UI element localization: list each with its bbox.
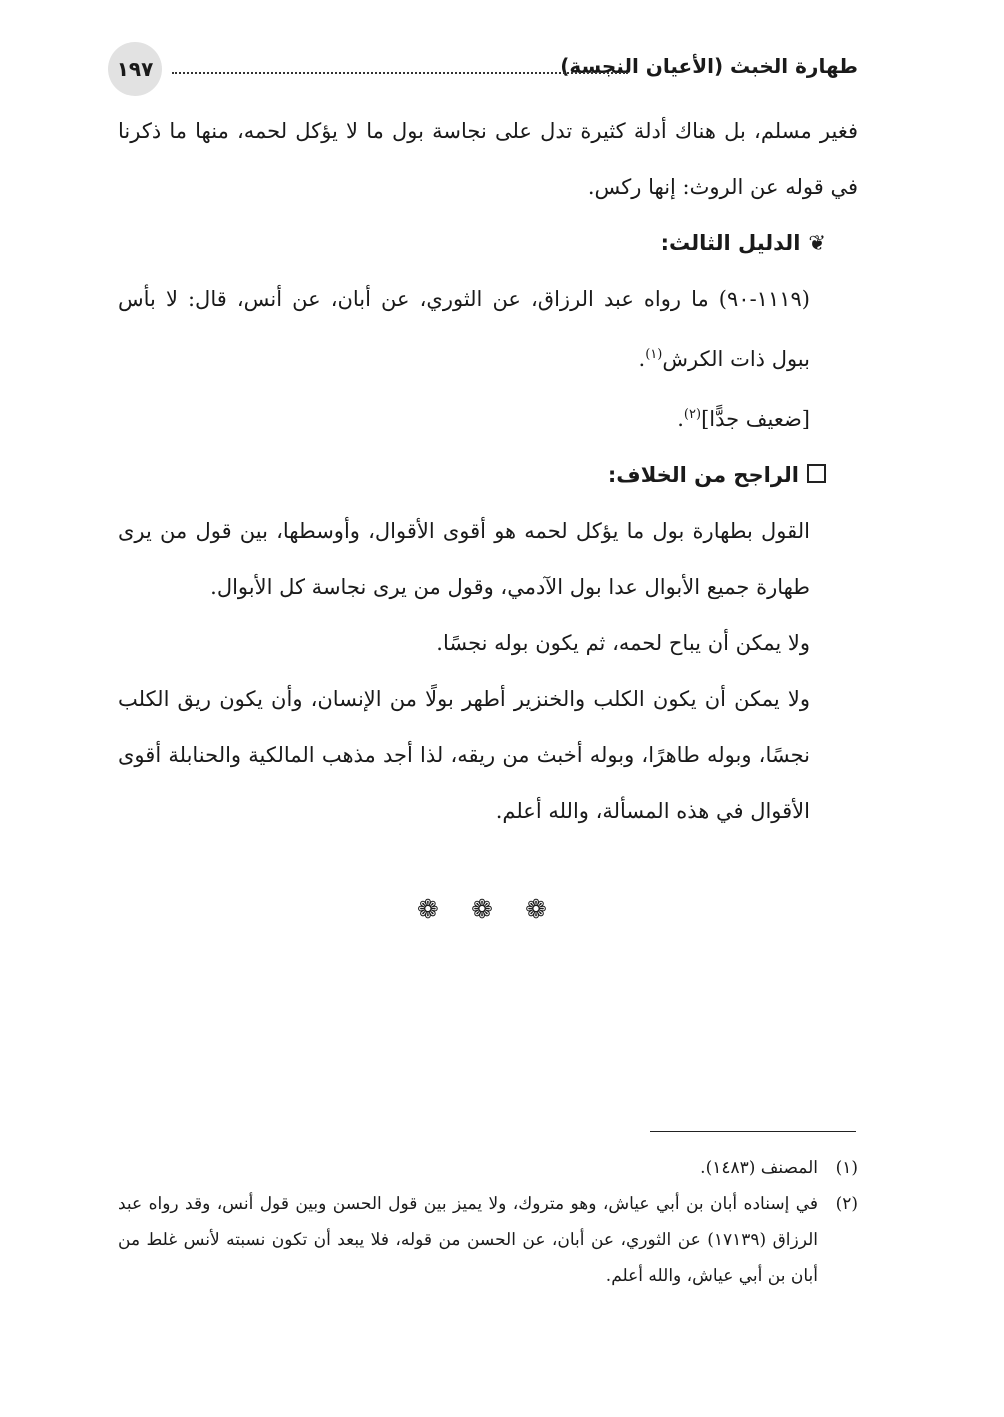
page-body	[118, 103, 858, 925]
heading-text: الدليل الثالث:	[660, 231, 801, 255]
footnote-ref-1[interactable]: (١)	[645, 347, 663, 362]
footnote-text: في إسناده أبان بن أبي عياش، وهو متروك، ولا يميز بين قول الحسن وبين قول أنس، وقد رواه عبد الرزاق (١٧١٣٩) عن الثوري، عن أبان، عن الحسن من قوله، فلا يبعد أن تكون نسبته لأنس غلط من أبان بن أبي عياش، والله أعلم.	[118, 1194, 818, 1286]
heading-preponderant-view	[118, 447, 858, 503]
section-end-ornament: ❁ ❁ ❁	[417, 895, 559, 925]
hadith-text: (١١١٩-٩٠) ما رواه عبد الرزاق، عن الثوري، عن أبان، عن أنس، قال: لا بأس ببول ذات الكرش	[118, 287, 810, 371]
footnotes	[118, 1150, 858, 1294]
header-dotted-leader	[172, 72, 628, 74]
footnote-separator	[650, 1131, 856, 1132]
heading-third-evidence	[118, 215, 858, 271]
footnote-text: المصنف (١٤٨٣).	[700, 1158, 818, 1178]
grade-line	[118, 387, 858, 447]
square-bullet-icon	[807, 464, 826, 483]
period: .	[638, 347, 646, 371]
page-number: ١٩٧	[108, 42, 162, 96]
footnote-1	[118, 1150, 858, 1186]
paragraph-1: فغير مسلم، بل هناك أدلة كثيرة تدل على نجاسة بول ما لا يؤكل لحمه، منها ما ذكرنا في قوله عن الروث: إنها ركس.	[118, 119, 858, 199]
period: .	[677, 407, 684, 431]
grade-text: [ضعيف جدًّا]	[701, 407, 810, 431]
hadith-paragraph	[118, 271, 858, 387]
footnote-number: (٢)	[835, 1194, 858, 1214]
footnote-number: (١)	[835, 1158, 858, 1178]
leaf-ornament-icon: ❦	[808, 231, 826, 255]
paragraph-3: القول بطهارة بول ما يؤكل لحمه هو أقوى الأقوال، وأوسطها، بين قول من يرى طهارة جميع الأبوال عدا بول الآدمي، وقول من يرى نجاسة كل الأبوال.	[118, 519, 810, 599]
footnote-2	[118, 1186, 858, 1294]
footnote-ref-2[interactable]: (٢)	[683, 407, 702, 422]
heading-text: الراجح من الخلاف:	[607, 463, 799, 487]
header-title: طهارة الخبث (الأعيان النجسة)	[560, 54, 858, 78]
paragraph-4: ولا يمكن أن يباح لحمه، ثم يكون بوله نجسًا.	[436, 631, 810, 655]
running-header	[108, 42, 858, 96]
paragraph-5: ولا يمكن أن يكون الكلب والخنزير أطهر بولًا من الإنسان، وأن يكون ريق الكلب نجسًا، وبوله طاهرًا، وبوله أخبث من ريقه، لذا أجد مذهب المالكية والحنابلة أقوى الأقوال في هذه المسألة، والله أعلم.	[118, 687, 810, 823]
